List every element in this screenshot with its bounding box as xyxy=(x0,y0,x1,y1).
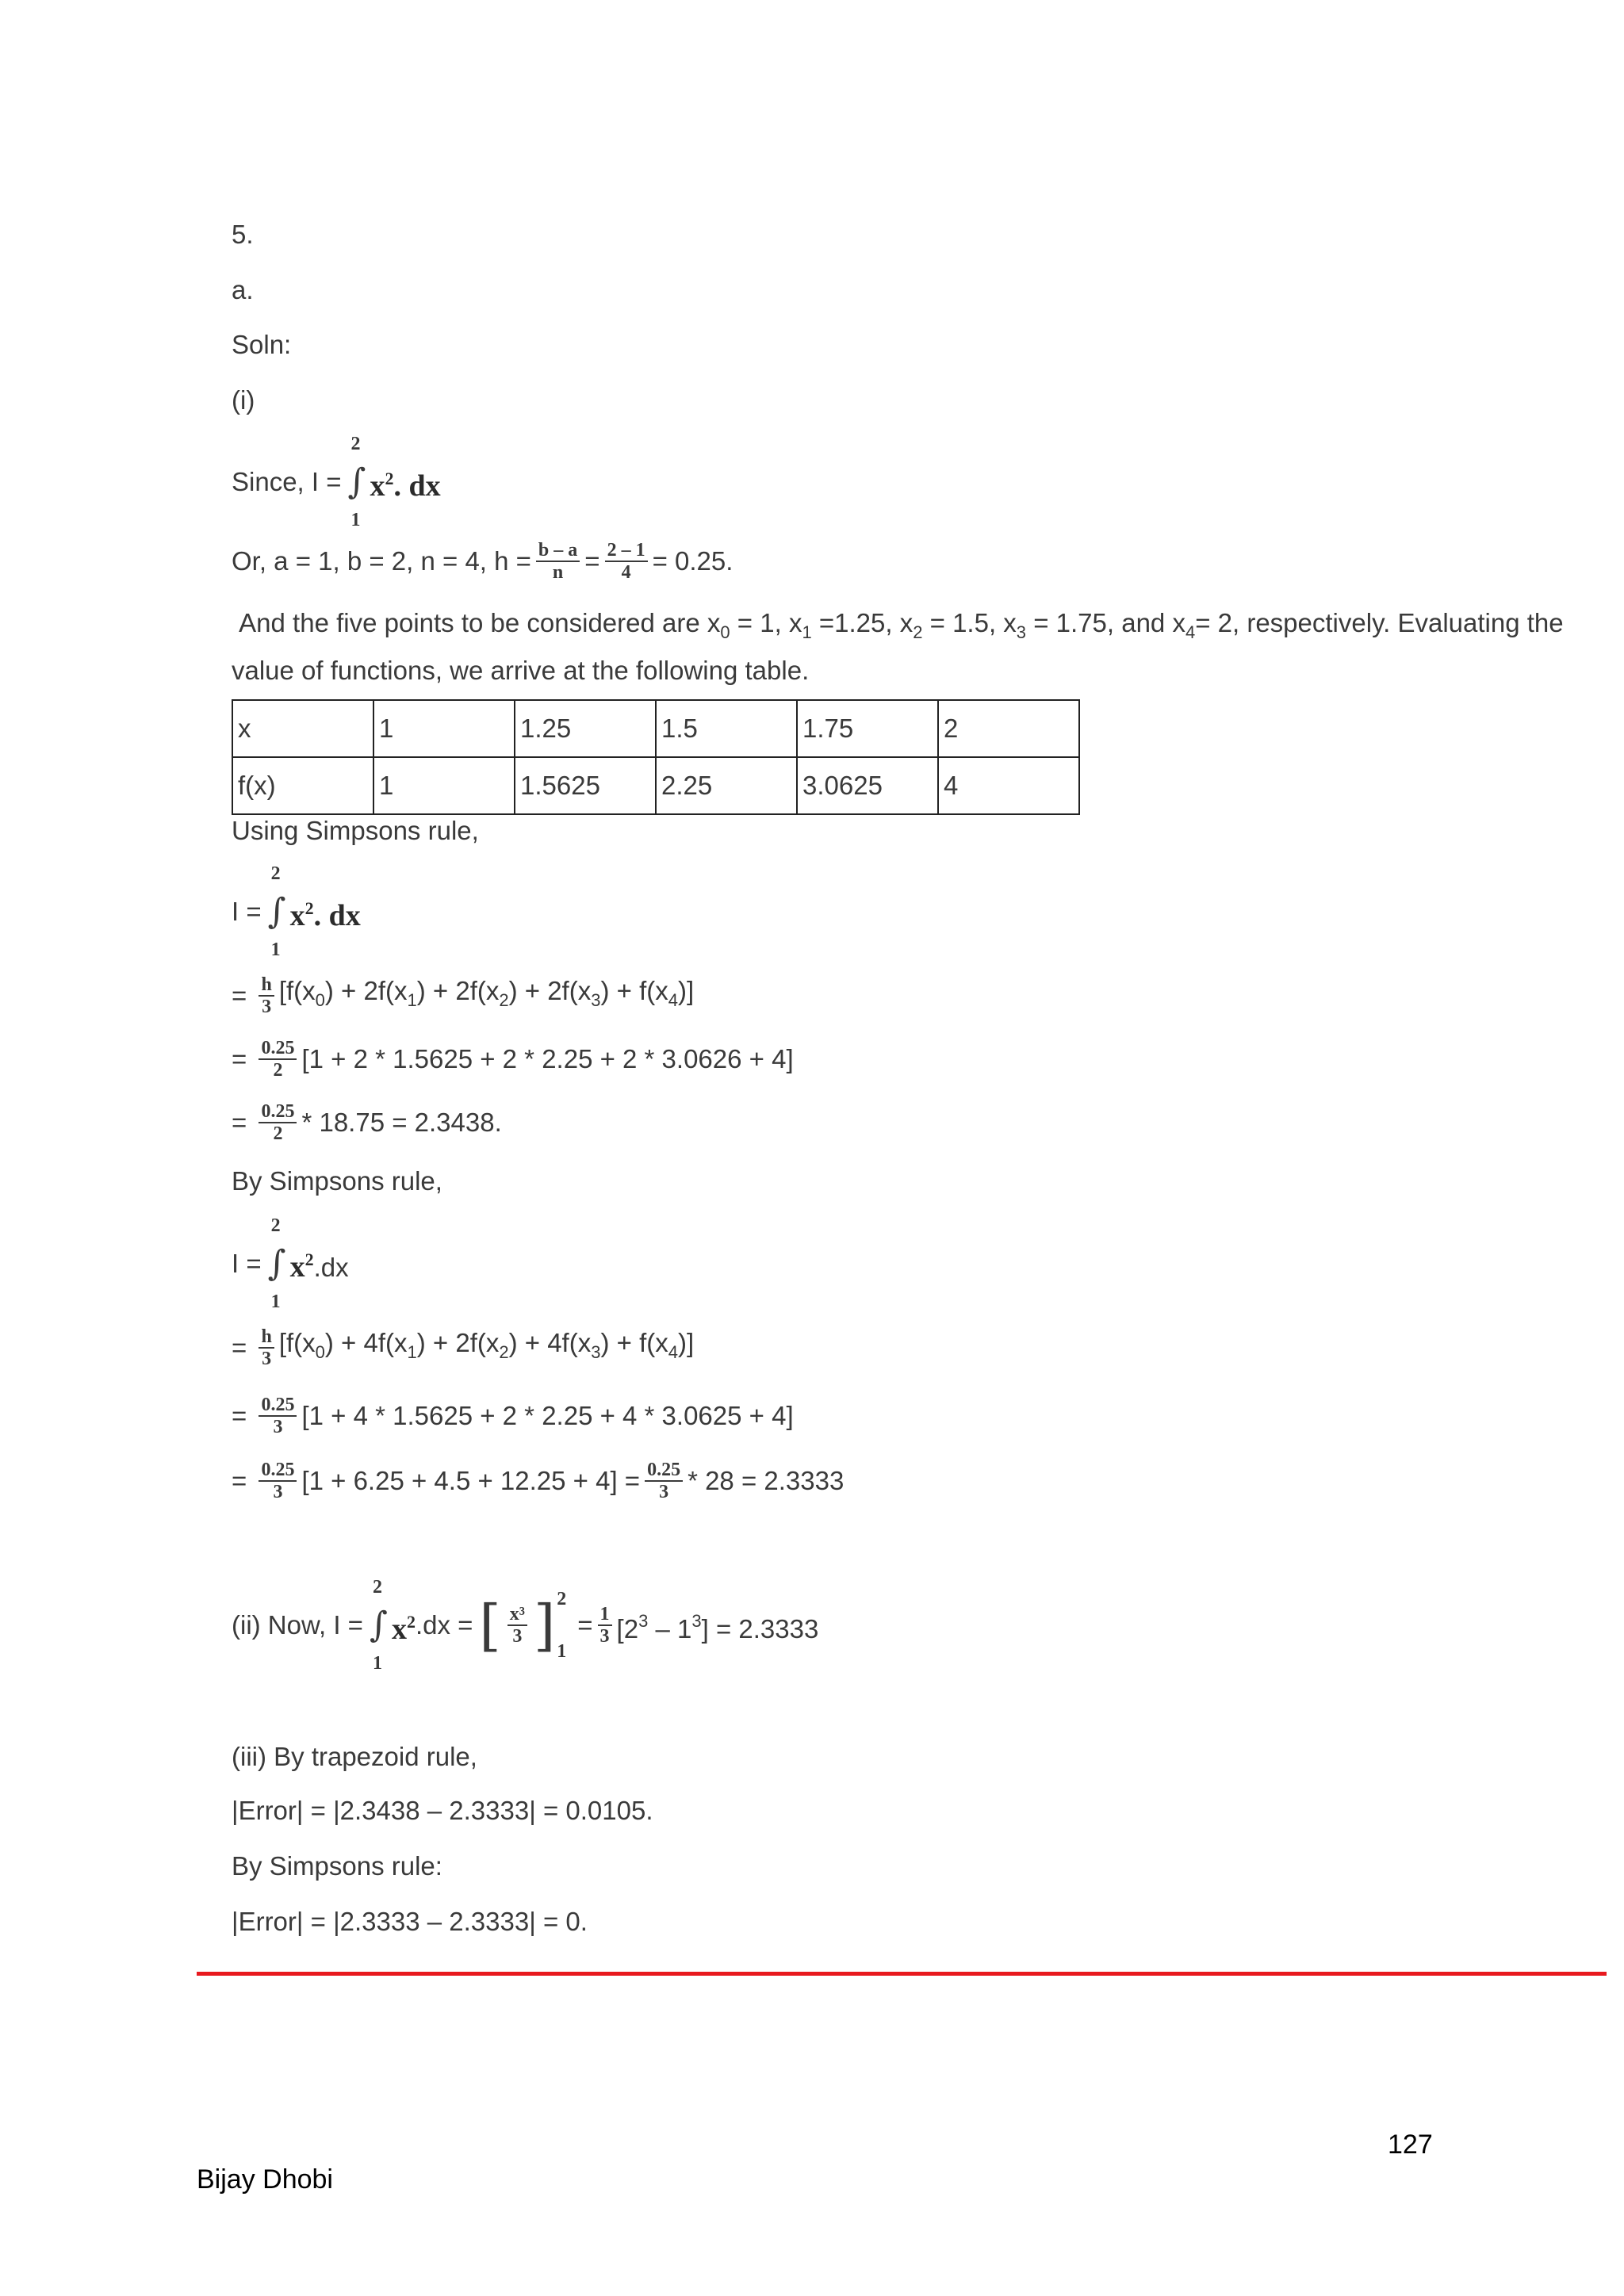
table-row xyxy=(232,700,1079,757)
table-cell: 1.5 xyxy=(656,700,797,757)
coefficient-fraction: $\frac{0.25}{3}$ xyxy=(259,1460,297,1502)
h-over-3-fraction: $\frac{h}{3}$ xyxy=(259,1326,274,1369)
since-integral-line xyxy=(232,434,441,530)
table-cell: 1.75 xyxy=(797,700,938,757)
formula-text: $[f(x_0) + 4f(x_1) + 2f(x_2) + 4f(x_3) + f(x_4)]$ xyxy=(278,1328,695,1362)
formula-text: [1 + 2 * 1.5625 + 2 * 2.25 + 2 * 3.0626 + 4] xyxy=(301,1044,794,1073)
one-third-fraction: $\frac{1}{3}$ xyxy=(598,1604,612,1647)
integral-line-2 xyxy=(232,864,361,959)
values-table xyxy=(232,699,1080,815)
author-name: Bijay Dhobi xyxy=(197,2164,333,2195)
by-simpsons-label-2: By Simpsons rule: xyxy=(232,1851,442,1881)
integral-line-3 xyxy=(232,1216,349,1311)
part-iii-label: (iii) By trapezoid rule, xyxy=(232,1742,477,1771)
formula-text: * 18.75 = 2.3438. xyxy=(301,1108,502,1137)
soln-label: Soln: xyxy=(232,330,292,359)
table-cell: 1 xyxy=(373,757,515,814)
subpart-i-label: (i) xyxy=(232,385,255,415)
table-cell: 4 xyxy=(938,757,1079,814)
using-simpsons-label: Using Simpsons rule, xyxy=(232,816,479,845)
table-cell: 1.25 xyxy=(515,700,656,757)
part-label: a. xyxy=(232,275,254,304)
simpson-formula-line: = $\frac{h}{3}$ $[f(x_0) + 4f(x_1) + 2f(x_2) + 4f(x_3) + f(x_4)]$ xyxy=(232,1326,695,1369)
integrand: $x^2$. dx xyxy=(289,897,361,932)
coefficient-fraction: $\frac{0.25}{2}$ xyxy=(259,1038,297,1081)
equals-sign: = xyxy=(577,1610,593,1640)
dx-equals: .dx = xyxy=(415,1610,473,1640)
table-row xyxy=(232,757,1079,814)
result-line-1: = $\frac{0.25}{2}$ * 18.75 = 2.3438. xyxy=(232,1101,502,1144)
table-cell: 1.5625 xyxy=(515,757,656,814)
x-cubed-over-3-fraction: $\frac{\text{x³}}{3}$ xyxy=(508,1604,527,1647)
result-line-2: = $\frac{0.25}{3}$ [1 + 6.25 + 4.5 + 12.25 + 4] = $\frac{0.25}{3}$ * 28 = 2.3333 xyxy=(232,1460,845,1502)
parameters-line xyxy=(232,539,733,584)
table-cell: 1 xyxy=(373,700,515,757)
by-simpsons-label: By Simpsons rule, xyxy=(232,1166,442,1196)
table-cell: f(x) xyxy=(232,757,373,814)
formula-text: * 28 = 2.3333 xyxy=(688,1466,845,1495)
coefficient-fraction: $\frac{0.25}{2}$ xyxy=(259,1101,297,1144)
integral-sign: 2 ∫ 1 xyxy=(267,863,286,960)
h-value-fraction: $\frac{2 - 1}{4}$ xyxy=(605,540,648,583)
coefficient-fraction: $\frac{0.25}{3}$ xyxy=(645,1460,683,1502)
since-prefix: Since, I = xyxy=(232,467,342,496)
coefficient-fraction: $\frac{0.25}{3}$ xyxy=(259,1395,297,1437)
integral-sign: 2 ∫ 1 xyxy=(369,1577,388,1674)
h-fraction: $\frac{b - a}{n}$ xyxy=(536,540,580,583)
formula-text: $[f(x_0) + 2f(x_1) + 2f(x_2) + 2f(x_3) + f(x_4)]$ xyxy=(278,976,695,1010)
table-cell: 3.0625 xyxy=(797,757,938,814)
footer-rule xyxy=(197,1972,1607,1976)
substitution-line-2: = $\frac{0.25}{3}$ [1 + 4 * 1.5625 + 2 * 2.25 + 4 * 3.0625 + 4] xyxy=(232,1395,794,1437)
formula-text: [1 + 6.25 + 4.5 + 12.25 + 4] = xyxy=(301,1466,641,1495)
exact-result: $[2^3 - 1^3] = 2.3333$ xyxy=(616,1611,819,1644)
trapezoid-formula-line: = $\frac{h}{3}$ $[f(x_0) + 2f(x_1) + 2f(x_2) + 2f(x_3) + f(x_4)]$ xyxy=(232,974,695,1017)
substitution-line-1: = $\frac{0.25}{2}$ [1 + 2 * 1.5625 + 2 * 2.25 + 2 * 3.0626 + 4] xyxy=(232,1038,794,1081)
h-over-3-fraction: $\frac{h}{3}$ xyxy=(259,974,274,1017)
evaluation-limits: 2 1 xyxy=(557,1589,567,1662)
integral-sign: 2 ∫ 1 xyxy=(267,1215,286,1312)
part-ii-prefix: (ii) Now, I = xyxy=(232,1610,363,1640)
table-cell: x xyxy=(232,700,373,757)
problem-number: 5. xyxy=(232,220,254,249)
i-equals: I = xyxy=(232,897,262,926)
parameters-prefix: Or, a = 1, b = 2, n = 4, h = xyxy=(232,546,531,576)
trapezoid-error: |Error| = |2.3438 – 2.3333| = 0.0105. xyxy=(232,1796,653,1825)
formula-text: [1 + 4 * 1.5625 + 2 * 2.25 + 4 * 3.0625 + 4] xyxy=(301,1401,794,1430)
equals-sign: = xyxy=(584,546,600,576)
integral-sign: 2 ∫ 1 xyxy=(347,434,366,530)
exact-integral-line: (ii) Now, I = 2 ∫ 1 $x^2$ .dx = [ $\frac{\text{x³}}{3}$ ] 2 1 = $\frac{1}{3}$ $[2^3 - 1^3] = 2.3333$ xyxy=(232,1577,819,1674)
integrand: $x^2.dx$ xyxy=(289,1249,349,1284)
table-cell: 2.25 xyxy=(656,757,797,814)
i-equals: I = xyxy=(232,1249,262,1278)
integrand: $x^2$. dx xyxy=(370,468,441,503)
points-paragraph: And the five points to be considered are $x_0 = 1$, $x_1 =1.25$, $x_2 = 1.5$, $x_3 = 1.75$, and $x_4= 2$, respectively. Evaluating the value of functions, we arrive at the following table. xyxy=(232,608,1564,685)
page-number: 127 xyxy=(1388,2130,1433,2160)
simpson-error: |Error| = |2.3333 – 2.3333| = 0. xyxy=(232,1907,588,1936)
h-result: = 0.25. xyxy=(652,546,733,576)
table-cell: 2 xyxy=(938,700,1079,757)
integrand: $x^2$ xyxy=(391,1611,416,1646)
